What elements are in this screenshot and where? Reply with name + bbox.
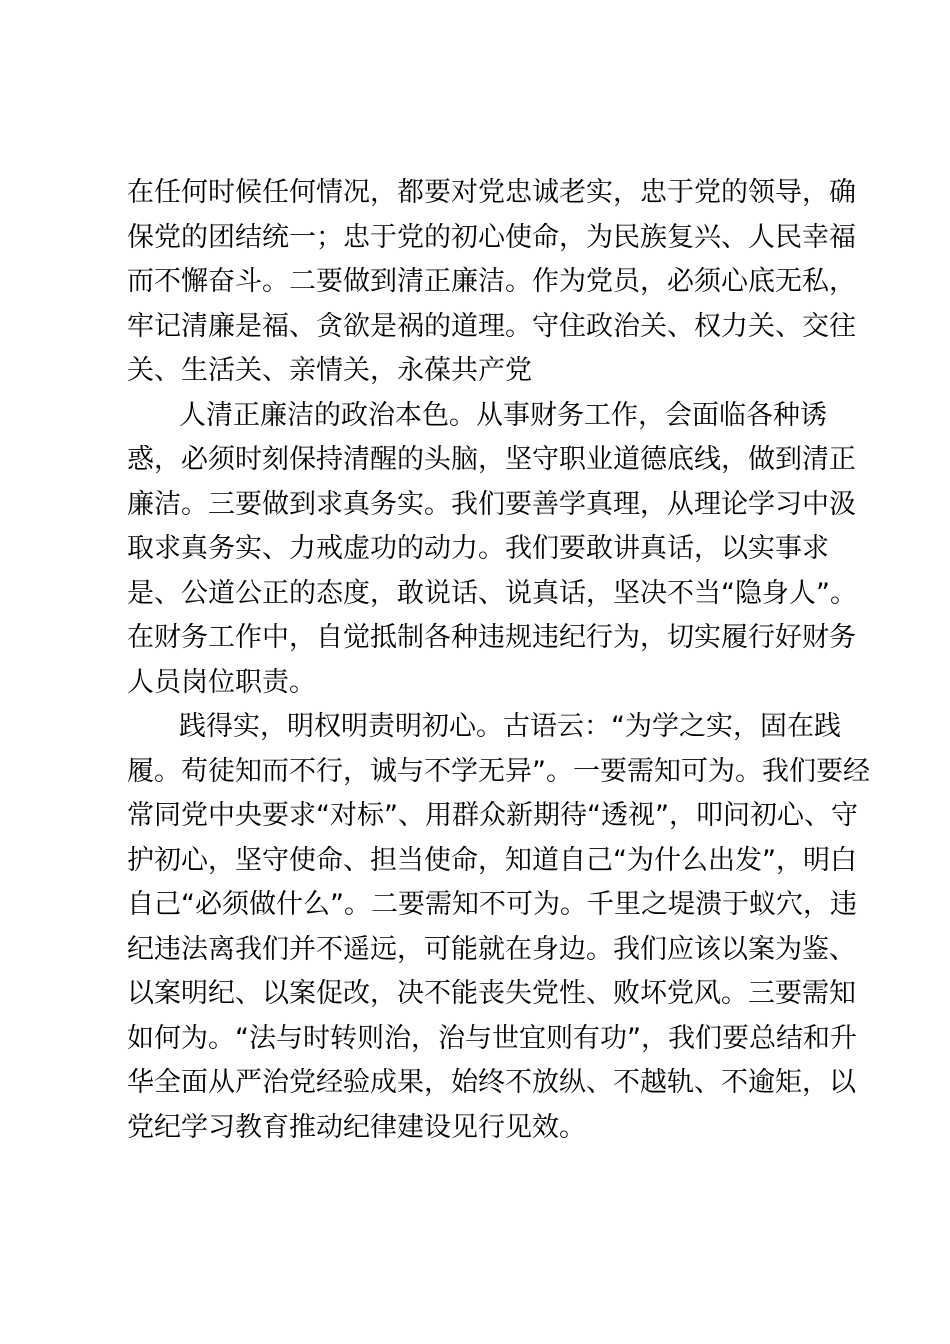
text-line: 关、生活关、亲情关，永葆共产党 [127,355,532,386]
text-line: 如何为。“法与时转则治，治与世宜则有功”，我们要总结和升 [127,1022,857,1054]
text-line: 取求真务实、力戒虚功的动力。我们要敢讲真话，以实事求 [127,533,829,564]
text-line: 廉洁。三要做到求真务实。我们要善学真理，从理论学习中汲 [127,488,856,520]
paragraph-1 [127,171,856,394]
text-line: 护初心，坚守使命、担当使命，知道自己“为什么出发”，明白 [127,844,857,876]
text-line: 惑，必须时刻保持清醒的头脑，坚守职业道德底线，做到清正 [127,444,856,475]
text-line: 在财务工作中，自觉抵制各种违规违纪行为，切实履行好财务 [127,622,856,653]
text-line: 履。苟徒知而不行，诚与不学无异”。一要需知可为。我们要经 [127,755,870,787]
document-body [127,171,870,1150]
text-line: 纪违法离我们并不遥远，可能就在身边。我们应该以案为鉴、 [127,933,856,965]
text-line: 而不懈奋斗。二要做到清正廉洁。作为党员，必须心底无私， [127,266,856,297]
text-line: 人员岗位职责。 [127,666,316,698]
text-line: 自己“必须做什么”。二要需知不可为。千里之堤溃于蚁穴，违 [127,889,857,920]
text-line: 华全面从严治党经验成果，始终不放纵、不越轨、不逾矩，以 [127,1067,856,1098]
text-line: 人清正廉洁的政治本色。从事财务工作，会面临各种诱 [179,399,827,431]
text-line: 在任何时候任何情况，都要对党忠诚老实，忠于党的领导，确 [127,177,856,208]
paragraph-2 [127,394,857,706]
text-line: 践得实，明权明责明初心。古语云：“为学之实，固在践 [179,711,841,742]
text-line: 以案明纪、以案促改，决不能丧失党性、败坏党风。三要需知 [127,978,856,1009]
text-line: 保党的团结统一；忠于党的初心使命，为民族复兴、人民幸福 [127,221,856,253]
text-line: 常同党中央要求“对标”、用群众新期待“透视”，叩问初心、守 [127,800,858,831]
text-line: 党纪学习教育推动纪律建设见行见效。 [127,1111,586,1143]
text-line: 是、公道公正的态度，敢说话、说真话，坚决不当“隐身人”。 [127,577,857,609]
text-line: 牢记清廉是福、贪欲是祸的道理。守住政治关、权力关、交往 [127,310,856,342]
paragraph-3 [127,705,870,1150]
